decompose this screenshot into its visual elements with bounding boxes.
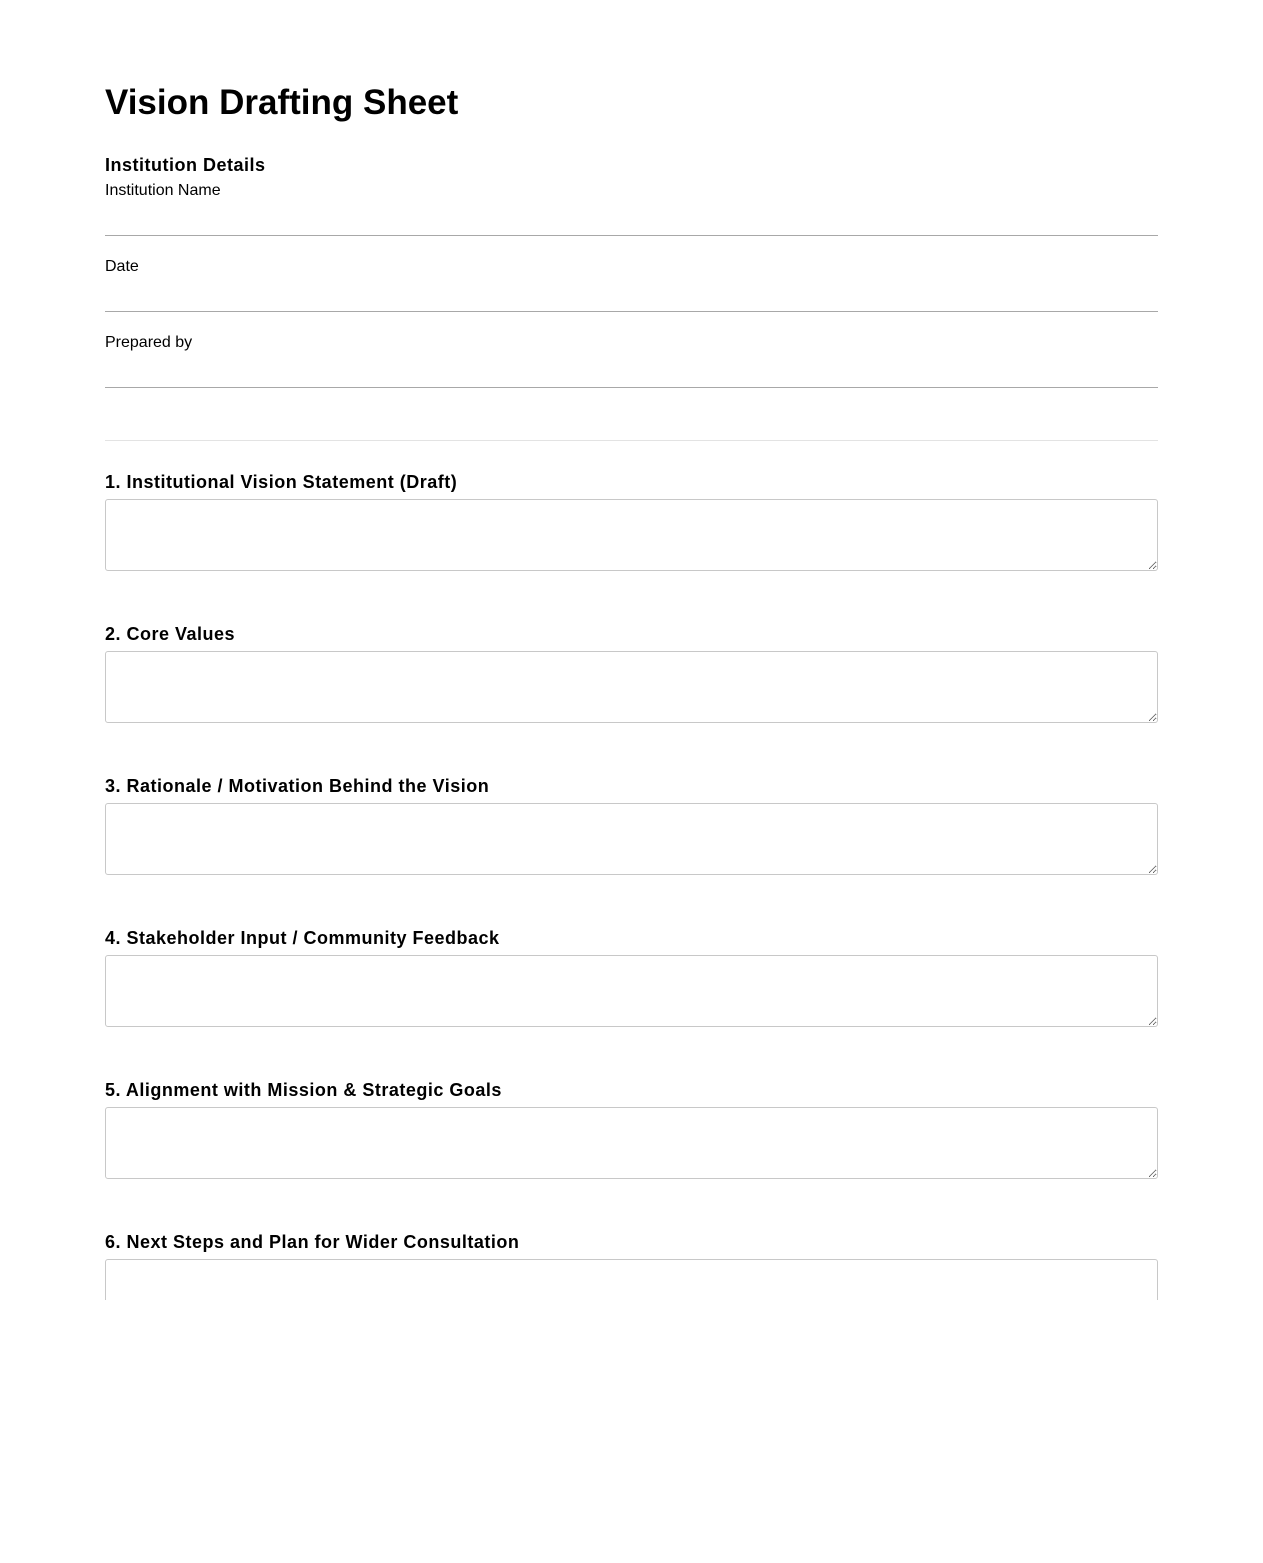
prepared-by-label: Prepared by [105, 334, 193, 351]
next-steps-label: 6. Next Steps and Plan for Wider Consultation [105, 1232, 520, 1252]
page-title: Vision Drafting Sheet [105, 83, 459, 122]
vision-drafting-form [105, 0, 1158, 1300]
institution-name-label: Institution Name [105, 182, 221, 199]
date-input[interactable] [105, 281, 1158, 312]
alignment-label: 5. Alignment with Mission & Strategic Goals [105, 1080, 502, 1100]
core-values-textarea[interactable] [105, 651, 1158, 723]
alignment-textarea[interactable] [105, 1107, 1158, 1179]
date-label: Date [105, 258, 139, 275]
rationale-textarea[interactable] [105, 803, 1158, 875]
institution-name-input[interactable] [105, 205, 1158, 236]
institution-details-heading: Institution Details [105, 155, 266, 175]
core-values-label: 2. Core Values [105, 624, 236, 644]
stakeholder-input-textarea[interactable] [105, 955, 1158, 1027]
section-divider [105, 440, 1158, 441]
next-steps-textarea[interactable] [105, 1259, 1158, 1300]
rationale-label: 3. Rationale / Motivation Behind the Vision [105, 776, 490, 796]
vision-statement-label: 1. Institutional Vision Statement (Draft) [105, 472, 458, 492]
stakeholder-input-label: 4. Stakeholder Input / Community Feedback [105, 928, 500, 948]
vision-statement-textarea[interactable] [105, 499, 1158, 571]
prepared-by-input[interactable] [105, 357, 1158, 388]
